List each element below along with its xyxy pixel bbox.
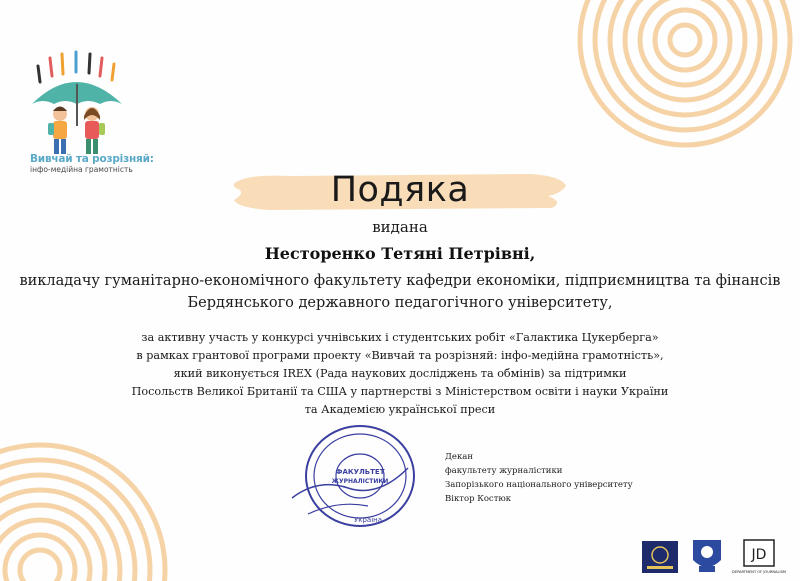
logo-caption-title: Вивчай та розрізняй: (30, 153, 154, 165)
stamp-center-line2: ЖУРНАЛІСТИКИ (331, 478, 389, 485)
logo-caption-subtitle: інфо-медійна грамотність (30, 165, 133, 174)
decorative-circles-bottom-left (0, 430, 170, 581)
recipient-position-line2: Бердянського державного педагогічного університету, (187, 295, 613, 311)
university-crest-icon (689, 538, 725, 576)
body-line: в рамках грантової програми проекту «Вивчай та розрізняй: інфо-медійна грамотність», (136, 349, 664, 362)
signature-title: Декан (445, 452, 473, 462)
official-stamp-icon (288, 418, 423, 538)
decorative-circles-top-right (575, 0, 800, 150)
stamp-center-line1: ФАКУЛЬТЕТ (335, 468, 385, 476)
signature-university: Запорізького національного університету (445, 480, 633, 490)
partner-logo-icon (641, 540, 679, 574)
body-line: Посольств Великої Британії та США у партнерстві з Міністерством освіти і науки України (131, 385, 669, 398)
body-line: та Академією української преси (304, 403, 496, 416)
body-line: який виконується IREX (Рада наукових досліджень та обмінів) за підтримки (173, 367, 627, 380)
body-line: за активну участь у конкурсі учнівських і студентських робіт «Галактика Цукерберга» (141, 331, 659, 344)
recipient-name: Несторенко Тетяні Петрівні, (264, 244, 536, 263)
jd-logo-caption: DEPARTMENT OF JOURNALISM (732, 570, 786, 574)
certificate-title: Подяка (330, 170, 470, 210)
issued-label: видана (372, 218, 428, 236)
signature-faculty: факультету журналістики (445, 466, 563, 476)
signature-name: Віктор Костюк (445, 494, 512, 504)
department-of-journalism-logo (732, 538, 786, 578)
recipient-position-line1: викладачу гуманітарно-економічного факультету кафедри економіки, підприємництва та фінансів (19, 273, 781, 289)
jd-logo-text: JD (751, 547, 767, 563)
stamp-bottom-text: Україна (353, 516, 383, 524)
